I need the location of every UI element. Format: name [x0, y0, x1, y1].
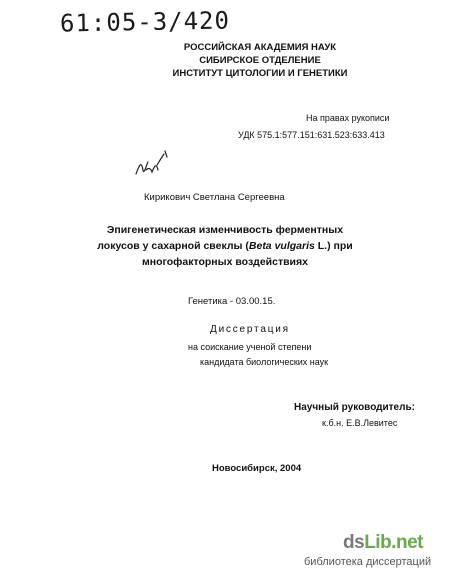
institution-line-institute: ИНСТИТУТ ЦИТОЛОГИИ И ГЕНЕТИКИ: [172, 68, 348, 79]
title-line-2: [70, 238, 380, 254]
title-line-2-end: L.) при: [314, 240, 353, 252]
specialty-code: Генетика - 03.00.15.: [188, 296, 276, 307]
institution-line-branch: СИБИРСКОЕ ОТДЕЛЕНИЕ: [199, 55, 321, 66]
dissertation-title: [70, 222, 380, 270]
institution-line-academy: РОССИЙСКАЯ АКАДЕМИЯ НАУК: [183, 42, 337, 53]
thesis-type: Диссертация: [210, 324, 290, 335]
watermark-logo-ds: ds: [343, 532, 365, 553]
degree-line-1: на соискание ученой степени: [188, 342, 312, 352]
handwritten-signature: [132, 148, 172, 182]
title-line-2-start: локусов у сахарной свеклы (: [97, 240, 249, 252]
title-line-3: многофакторных воздействиях: [142, 256, 308, 268]
title-line-1: Эпигенетическая изменчивость ферментных: [106, 224, 344, 236]
degree-line-2: кандидата биологических наук: [200, 357, 329, 367]
watermark-logo[interactable]: [343, 532, 423, 554]
udk-code: УДК 575.1:577.151:631.523:633.413: [238, 130, 385, 140]
manuscript-rights-label: На правах рукописи: [306, 113, 390, 123]
institution-block: [150, 41, 370, 80]
degree-block: [188, 340, 328, 370]
city-year: Новосибирск, 2004: [212, 463, 302, 474]
watermark-subtitle: библиотека диссертаций: [304, 556, 432, 568]
watermark-logo-lib: Lib.net: [364, 532, 423, 553]
supervisor-name: к.б.н. Е.В.Левитес: [322, 418, 398, 428]
species-name: Beta vulgaris: [248, 240, 315, 252]
supervisor-label: Научный руководитель:: [294, 402, 415, 413]
handwritten-catalog-number: 61:05-3/420: [59, 6, 231, 38]
author-name: Кирикович Светлана Сергеевна: [144, 192, 285, 203]
